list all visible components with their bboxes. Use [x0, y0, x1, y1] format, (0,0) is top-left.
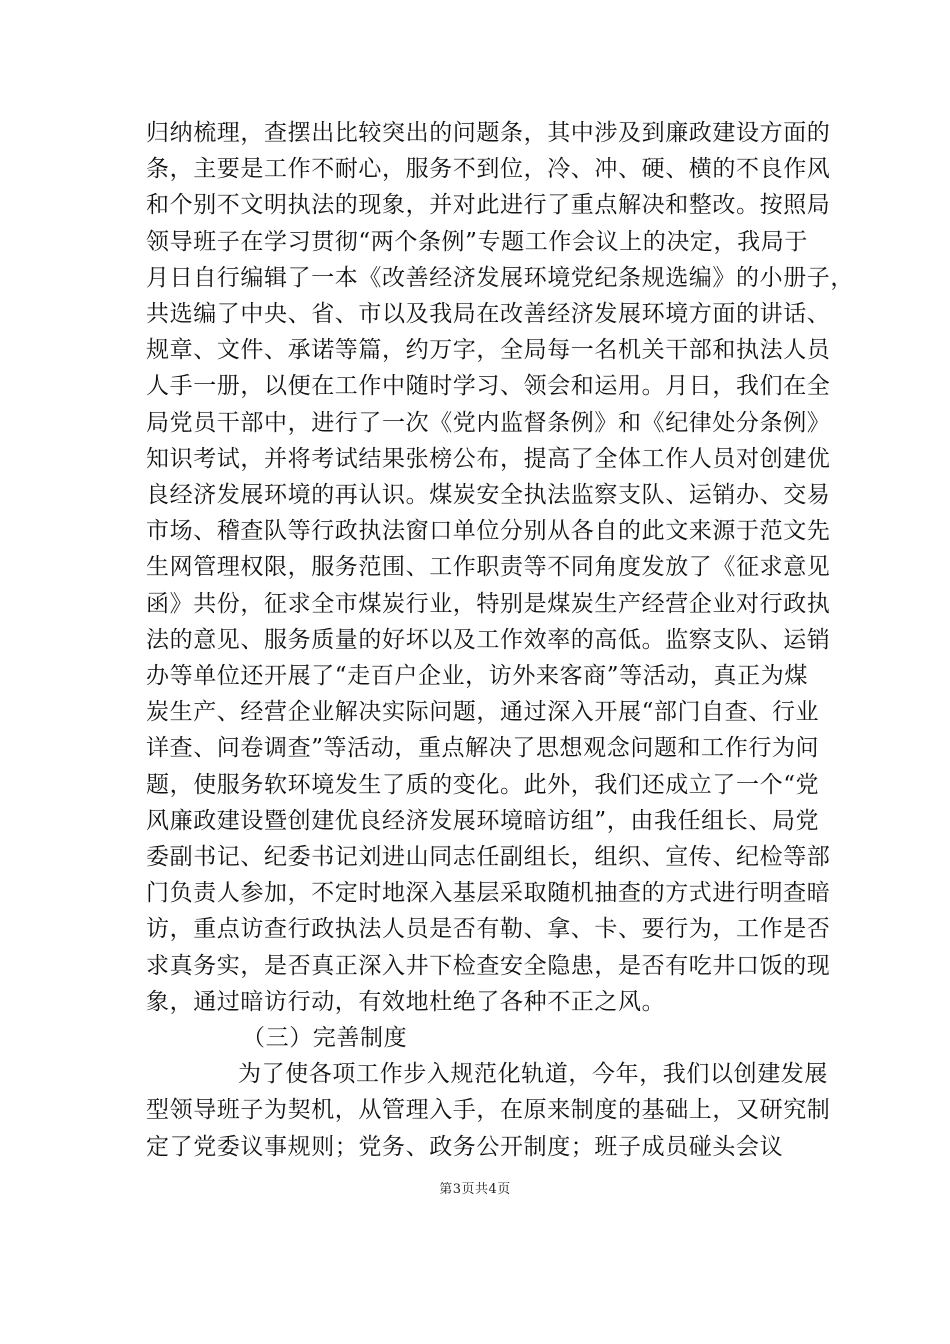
paragraph-line: 委副书记、纪委书记刘进山同志任副组长，组织、宣传、纪检等部: [146, 844, 831, 871]
section-paragraph-line: 型领导班子为契机，从管理入手，在原来制度的基础上，又研究制: [146, 1097, 831, 1124]
paragraph-line: 题，使服务软环境发生了质的变化。此外，我们还成立了一个“党: [146, 771, 820, 798]
paragraph-line: 条，主要是工作不耐心，服务不到位，冷、冲、硬、横的不良作风: [146, 156, 831, 183]
paragraph-line: 知识考试，并将考试结果张榜公布，提高了全体工作人员对创建优: [146, 445, 831, 472]
paragraph-line: 风廉政建设暨创建优良经济发展环境暗访组”，由我任组长、局党: [146, 807, 820, 834]
paragraph-line: 领导班子在学习贯彻“两个条例”专题工作会议上的决定，我局于: [146, 228, 808, 255]
paragraph-line: 法的意见、服务质量的好坏以及工作效率的高低。监察支队、运销: [146, 626, 831, 653]
paragraph-line: 详查、问卷调查”等活动，重点解决了思想观念问题和工作行为问: [146, 735, 820, 762]
paragraph-line: 象，通过暗访行动，有效地杜绝了各种不正之风。: [146, 988, 666, 1015]
paragraph-line: 人手一册，以便在工作中随时学习、领会和运用。月日，我们在全: [146, 373, 831, 400]
paragraph-line: 炭生产、经营企业解决实际问题，通过深入开展“部门自查、行业: [146, 699, 820, 726]
paragraph-line: 办等单位还开展了“走百户企业，访外来客商”等活动，真正为煤: [146, 663, 808, 690]
paragraph-line: 求真务实，是否真正深入井下检查安全隐患，是否有吃井口饭的现: [146, 952, 831, 979]
paragraph-line: 和个别不文明执法的现象，并对此进行了重点解决和整改。按照局: [146, 192, 831, 219]
paragraph-line: 共选编了中央、省、市以及我局在改善经济发展环境方面的讲话、: [146, 301, 831, 328]
paragraph-line: 良经济发展环境的再认识。煤炭安全执法监察支队、运销办、交易: [146, 482, 831, 509]
section-paragraph-line: 定了党委议事规则；党务、政务公开制度；班子成员碰头会议: [146, 1133, 784, 1160]
paragraph-line: 规章、文件、承诺等篇，约万字，全局每一名机关干部和执法人员: [146, 337, 831, 364]
paragraph-line: 市场、稽查队等行政执法窗口单位分别从各自的此文来源于范文先: [146, 518, 831, 545]
section-heading: （三）完善制度: [242, 1025, 408, 1052]
document-body: [146, 115, 854, 1165]
paragraph-line: 生网管理权限，服务范围、工作职责等不同角度发放了《征求意见: [146, 554, 831, 581]
section-paragraph-line: 为了使各项工作步入规范化轨道，今年，我们以创建发展: [238, 1061, 828, 1088]
paragraph-line: 门负责人参加，不定时地深入基层采取随机抽查的方式进行明查暗: [146, 880, 831, 907]
paragraph-line: 访，重点访查行政执法人员是否有勒、拿、卡、要行为，工作是否: [146, 916, 831, 943]
paragraph-line: 月日自行编辑了一本《改善经济发展环境党纪条规选编》的小册子，: [146, 264, 854, 291]
paragraph-line: 函》共份，征求全市煤炭行业，特别是煤炭生产经营企业对行政执: [146, 590, 831, 617]
page-number-footer: 第3页共4页: [439, 1182, 511, 1197]
paragraph-line: 归纳梳理，查摆出比较突出的问题条，其中涉及到廉政建设方面的: [146, 120, 831, 146]
paragraph-line: 局党员干部中，进行了一次《党内监督条例》和《纪律处分条例》: [146, 409, 831, 436]
